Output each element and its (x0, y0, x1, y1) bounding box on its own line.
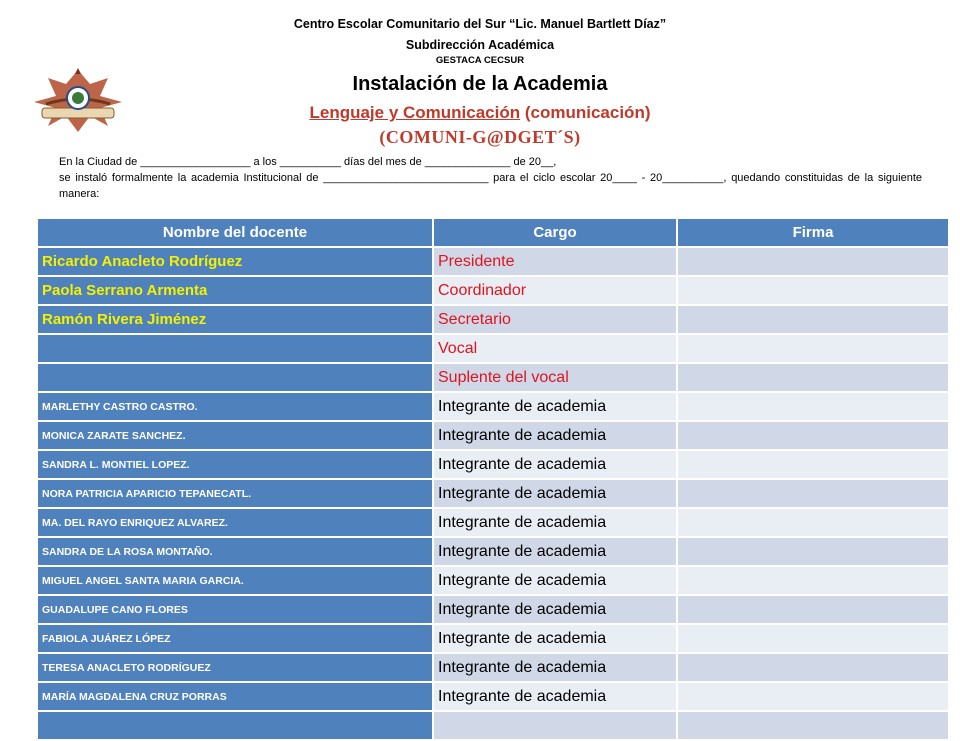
signature-cell (678, 248, 948, 275)
member-role: Suplente del vocal (434, 364, 676, 391)
member-name: MA. DEL RAYO ENRIQUEZ ALVAREZ. (38, 509, 432, 536)
academy-name-main: Lenguaje y Comunicación (309, 103, 521, 122)
school-name: Centro Escolar Comunitario del Sur “Lic. Manuel Bartlett Díaz” (293, 17, 667, 31)
member-name: Ramón Rivera Jiménez (38, 306, 432, 333)
member-role: Integrante de academia (434, 567, 676, 594)
member-name: GUADALUPE CANO FLORES (38, 596, 432, 623)
table-row (38, 480, 948, 507)
signature-cell (678, 422, 948, 449)
signature-cell (678, 509, 948, 536)
member-name: TERESA ANACLETO RODRÍGUEZ (38, 654, 432, 681)
member-name: SANDRA DE LA ROSA MONTAÑO. (38, 538, 432, 565)
member-role: Integrante de academia (434, 654, 676, 681)
member-name: SANDRA L. MONTIEL LOPEZ. (38, 451, 432, 478)
signature-cell (678, 480, 948, 507)
table-body (38, 248, 948, 739)
signature-cell (678, 364, 948, 391)
member-name (38, 335, 432, 362)
table-row (38, 596, 948, 623)
table-row (38, 654, 948, 681)
member-name: MONICA ZARATE SANCHEZ. (38, 422, 432, 449)
signature-cell (678, 335, 948, 362)
table-row (38, 567, 948, 594)
member-role: Integrante de academia (434, 596, 676, 623)
member-name: NORA PATRICIA APARICIO TEPANECATL. (38, 480, 432, 507)
member-role: Integrante de academia (434, 451, 676, 478)
signature-cell (678, 625, 948, 652)
member-name (38, 712, 432, 739)
member-name (38, 364, 432, 391)
column-header-name: Nombre del docente (38, 219, 432, 246)
document-code: GESTACA CECSUR (435, 55, 525, 66)
member-role: Vocal (434, 335, 676, 362)
member-role: Integrante de academia (434, 480, 676, 507)
member-role: Secretario (434, 306, 676, 333)
academy-handle: (COMUNI-G@DGET´S) (379, 127, 581, 147)
table-row (38, 625, 948, 652)
table-row (38, 306, 948, 333)
signature-cell (678, 451, 948, 478)
signature-cell (678, 683, 948, 710)
school-seal-icon (28, 64, 128, 136)
signature-cell (678, 306, 948, 333)
signature-cell (678, 712, 948, 739)
member-role: Integrante de academia (434, 393, 676, 420)
member-name: Paola Serrano Armenta (38, 277, 432, 304)
column-header-signature: Firma (678, 219, 948, 246)
member-role: Integrante de academia (434, 422, 676, 449)
table-row (38, 683, 948, 710)
table-row (38, 509, 948, 536)
subdirection: Subdirección Académica (405, 38, 555, 52)
signature-cell (678, 277, 948, 304)
table-row (38, 538, 948, 565)
table-row (38, 364, 948, 391)
table-row (38, 335, 948, 362)
table-row (38, 712, 948, 739)
member-name: MARLETHY CASTRO CASTRO. (38, 393, 432, 420)
installation-text (59, 154, 922, 202)
signature-cell (678, 567, 948, 594)
column-header-role: Cargo (434, 219, 676, 246)
signature-cell (678, 538, 948, 565)
signature-cell (678, 393, 948, 420)
member-role: Integrante de academia (434, 625, 676, 652)
signature-cell (678, 596, 948, 623)
member-name: Ricardo Anacleto Rodríguez (38, 248, 432, 275)
table-row (38, 248, 948, 275)
intro-line-1: En la Ciudad de __________________ a los __________ días del mes de ______________ de 20__, (59, 156, 557, 168)
intro-line-2: se instaló formalmente la academia Institucional de ___________________________ para el ciclo escolar 20____ - 20__________, quedando constituidas de la siguiente manera: (59, 172, 922, 200)
table-header-row (38, 219, 948, 246)
member-role: Integrante de academia (434, 509, 676, 536)
signature-cell (678, 654, 948, 681)
page-title: Instalación de la Academia (352, 73, 608, 95)
academy-members-table (36, 217, 950, 741)
member-role: Presidente (434, 248, 676, 275)
member-role: Integrante de academia (434, 538, 676, 565)
member-name: MARÍA MAGDALENA CRUZ PORRAS (38, 683, 432, 710)
table-row (38, 451, 948, 478)
member-name: MIGUEL ANGEL SANTA MARIA GARCIA. (38, 567, 432, 594)
academy-name (0, 103, 960, 123)
academy-name-short: (comunicación) (520, 103, 651, 122)
member-role: Integrante de academia (434, 683, 676, 710)
table-row (38, 277, 948, 304)
table-row (38, 422, 948, 449)
member-name: FABIOLA JUÁREZ LÓPEZ (38, 625, 432, 652)
table-row (38, 393, 948, 420)
member-role (434, 712, 676, 739)
member-role: Coordinador (434, 277, 676, 304)
